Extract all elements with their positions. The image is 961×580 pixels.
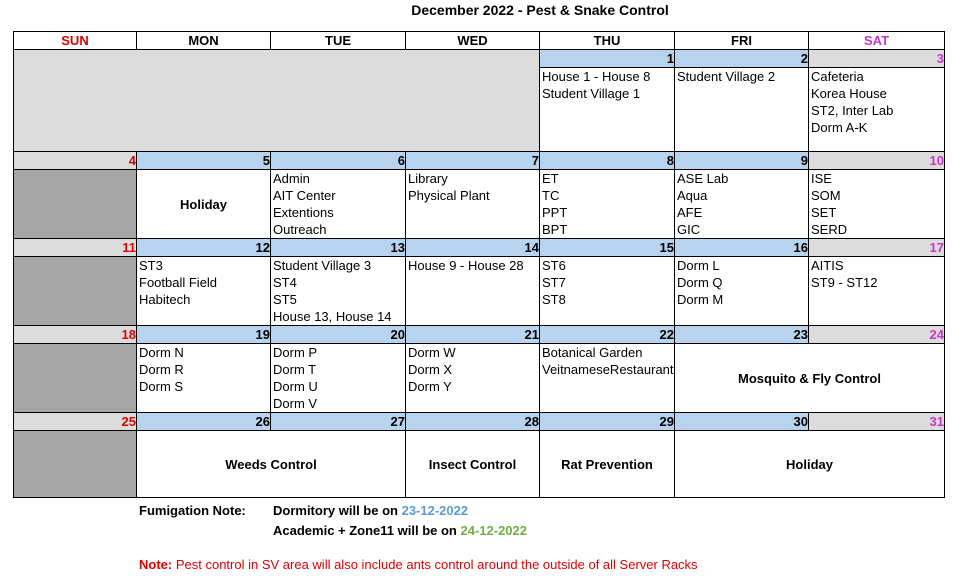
date-23: 23 [675,326,809,344]
task-item: ST3 [139,258,163,273]
date-28: 28 [406,413,540,431]
task-item: SOM [811,188,841,203]
task-item: SET [811,205,837,220]
task-item: Dorm W [408,345,456,360]
date-27: 27 [271,413,406,431]
day-cell-5: Holiday [137,170,271,239]
task-item: ST5 [273,292,297,307]
day-cell-26-27: Weeds Control [137,431,406,498]
date-9: 9 [675,152,809,170]
calendar-title: December 2022 - Pest & Snake Control [411,2,669,18]
fumigation-line1-text: Dormitory will be on [273,503,398,518]
week2-date-row [14,152,945,170]
task-item: Aqua [677,188,708,203]
day-cell-17 [809,257,945,326]
task-item: ASE Lab [677,171,729,186]
week5-date-row [14,413,945,431]
task-item: ST4 [273,275,297,290]
day-cell-3 [809,68,945,152]
date-14: 14 [406,239,540,257]
date-13: 13 [271,239,406,257]
date-18: 18 [14,326,137,344]
general-note [139,557,698,572]
week5-content-row [14,431,945,498]
day-header-mon: MON [137,32,271,50]
day-cell-9 [675,170,809,239]
day-cell-2 [675,68,809,152]
day-cell-10 [809,170,945,239]
day-cell-6 [271,170,406,239]
task-item: Dorm P [273,345,318,360]
week4-content-row [14,344,945,413]
date-20: 20 [271,326,406,344]
day-header-fri: FRI [675,32,809,50]
task-item: Dorm L [677,258,720,273]
task-item: Admin [273,171,310,186]
task-item: Dorm V [273,396,318,411]
day-cell-7 [406,170,540,239]
date-7: 7 [406,152,540,170]
date-26: 26 [137,413,271,431]
day-cell-23-24: Mosquito & Fly Control [675,344,945,413]
day-cell-18 [14,344,137,413]
task-item: Student Village 1 [542,86,641,101]
task-item: Dorm U [273,379,318,394]
task-item: AFE [677,205,703,220]
day-cell-16 [675,257,809,326]
day-cell-1 [540,68,675,152]
day-header-sat: SAT [809,32,945,50]
date-19: 19 [137,326,271,344]
task-item: AITIS [811,258,844,273]
task-item: Student Village 3 [273,258,372,273]
task-item: AIT Center [273,188,336,203]
task-item: House 9 - House 28 [408,258,524,273]
day-header-wed: WED [406,32,540,50]
task-item: Football Field [139,275,218,290]
day-header-row [14,32,945,50]
day-cell-8 [540,170,675,239]
task-item: ST7 [542,275,566,290]
task-item: TC [542,188,560,203]
day-cell-22 [540,344,675,413]
task-item: Dorm T [273,362,317,377]
task-item: ISE [811,171,832,186]
date-5: 5 [137,152,271,170]
task-item: Habitech [139,292,191,307]
week4-date-row [14,326,945,344]
task-item: Botanical Garden [542,345,643,360]
fumigation-line2-text: Academic + Zone11 will be on [273,523,457,538]
date-12: 12 [137,239,271,257]
day-cell-20 [271,344,406,413]
task-item: Dorm S [139,379,184,394]
day-cell-15 [540,257,675,326]
task-item: Outreach [273,222,327,237]
day-cell-11 [14,257,137,326]
task-item: Dorm X [408,362,453,377]
task-item: Dorm R [139,362,184,377]
date-30: 30 [675,413,809,431]
fumigation-date-1: 23-12-2022 [401,503,469,518]
task-item: Dorm M [677,292,724,307]
date-29: 29 [540,413,675,431]
note-text: Pest control in SV area will also include ants control around the outside of all Server Racks [175,557,698,572]
day-cell-12 [137,257,271,326]
day-cell-25 [14,431,137,498]
date-1: 1 [540,50,675,68]
date-17: 17 [809,239,945,257]
week3-content-row [14,257,945,326]
day-cell-30-31: Holiday [675,431,945,498]
task-item: House 1 - House 8 [542,69,651,84]
day-header-tue: TUE [271,32,406,50]
task-item: Dorm Q [677,275,723,290]
task-item: Korea House [811,86,887,101]
task-item: VeitnameseRestaurant [542,362,674,377]
week1-empty-block [14,50,540,152]
task-item: Extentions [273,205,334,220]
date-21: 21 [406,326,540,344]
task-item: SERD [811,222,848,237]
note-label: Note: [139,557,173,572]
fumigation-note [139,502,527,542]
task-item: Dorm Y [408,379,452,394]
day-cell-29: Rat Prevention [540,431,675,498]
task-item: PPT [542,205,568,220]
day-cell-19 [137,344,271,413]
task-item: Physical Plant [408,188,490,203]
task-item: BPT [542,222,568,237]
fumigation-label: Fumigation Note: [139,503,246,518]
date-24: 24 [809,326,945,344]
week3-date-row [14,239,945,257]
task-item: Library [408,171,448,186]
week1-date-row [14,50,945,68]
date-8: 8 [540,152,675,170]
date-16: 16 [675,239,809,257]
task-item: ST2, Inter Lab [811,103,894,118]
day-cell-14 [406,257,540,326]
date-3: 3 [809,50,945,68]
date-11: 11 [14,239,137,257]
date-31: 31 [809,413,945,431]
task-item: Student Village 2 [677,69,776,84]
day-cell-21 [406,344,540,413]
fumigation-date-2: 24-12-2022 [460,523,527,538]
task-item: ST6 [542,258,566,273]
date-6: 6 [271,152,406,170]
date-2: 2 [675,50,809,68]
task-item: Cafeteria [811,69,864,84]
date-4: 4 [14,152,137,170]
task-item: ST8 [542,292,566,307]
task-item: House 13, House 14 [273,309,392,324]
task-item: Dorm N [139,345,184,360]
week2-content-row [14,170,945,239]
day-cell-13 [271,257,406,326]
day-cell-4 [14,170,137,239]
day-header-thu: THU [540,32,675,50]
day-header-sun: SUN [14,32,137,50]
day-cell-28: Insect Control [406,431,540,498]
task-item: Dorm A-K [811,120,868,135]
task-item: ST9 - ST12 [811,275,878,290]
task-item: GIC [677,222,701,237]
date-25: 25 [14,413,137,431]
date-15: 15 [540,239,675,257]
date-10: 10 [809,152,945,170]
date-22: 22 [540,326,675,344]
task-item: ET [542,171,559,186]
calendar-grid [13,31,945,498]
